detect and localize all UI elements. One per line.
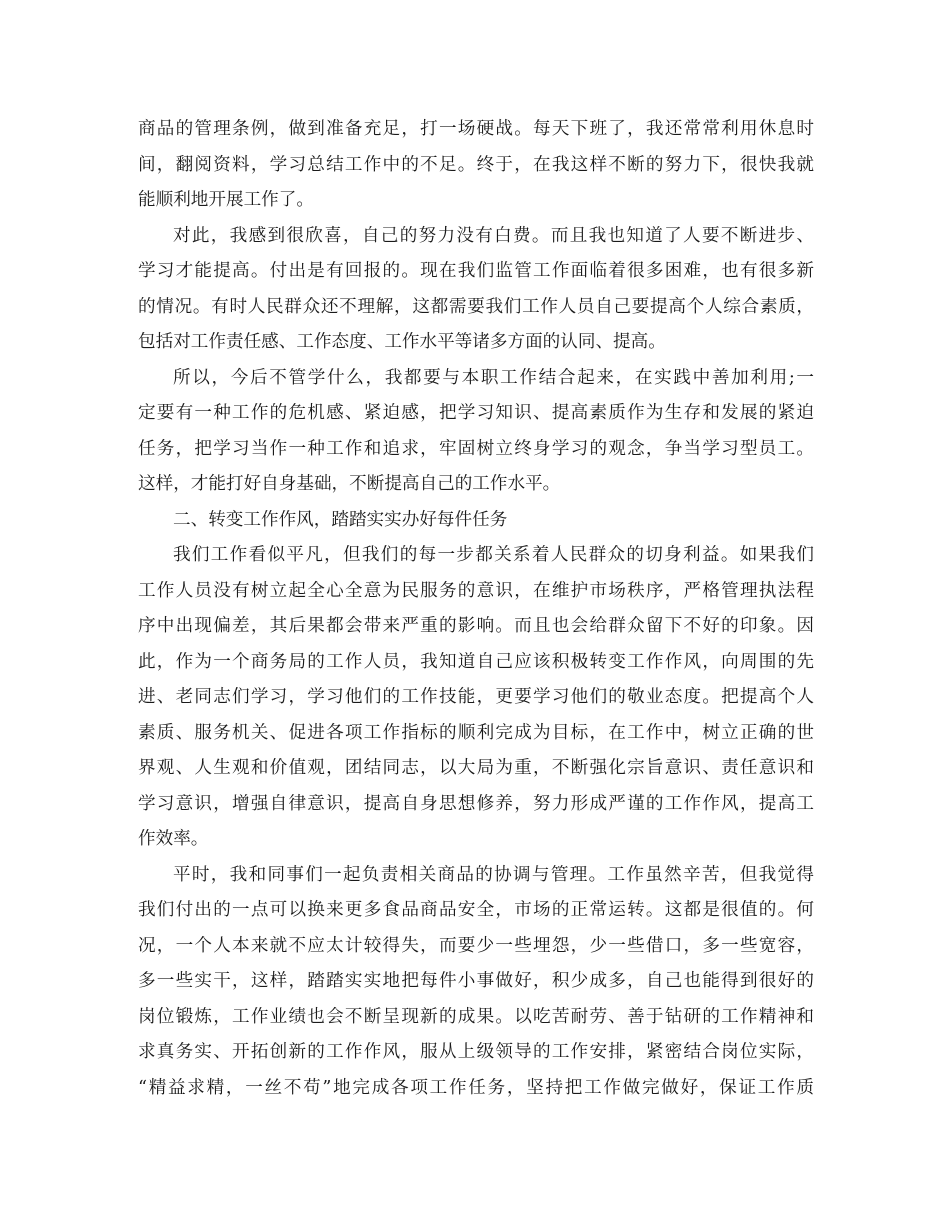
text-line: 作效率。 xyxy=(138,829,209,849)
text-line: 岗位锻炼，工作业绩也会不断呈现新的成果。以吃苦耐劳、善于钻研的工作精神和 xyxy=(138,1006,814,1027)
document-body xyxy=(138,112,814,1106)
text-line: 间，翻阅资料，学习总结工作中的不足。终于，在我这样不断的努力下，很快我就 xyxy=(138,154,814,175)
text-line: 定要有一种工作的危机感、紧迫感，把学习知识、提高素质作为生存和发展的紧迫 xyxy=(138,403,814,423)
text-line: 况，一个人本来就不应太计较得失，而要少一些埋怨，少一些借口，多一些宽容， xyxy=(138,935,814,956)
text-line: “精益求精，一丝不苟”地完成各项工作任务，坚持把工作做完做好，保证工作质 xyxy=(138,1077,814,1098)
text-line: 界观、人生观和价值观，团结同志，以大局为重，不断强化宗旨意识、责任意识和 xyxy=(138,758,814,778)
text-line: 任务，把学习当作一种工作和追求，牢固树立终身学习的观念，争当学习型员工。 xyxy=(138,438,814,459)
text-line: 工作人员没有树立起全心全意为民服务的意识，在维护市场秩序，严格管理执法程 xyxy=(138,580,814,601)
text-line: 所以，今后不管学什么，我都要与本职工作结合起来，在实践中善加利用;一 xyxy=(173,367,814,388)
text-line: 商品的管理条例，做到准备充足，打一场硬战。每天下班了，我还常常利用休息时 xyxy=(138,119,814,139)
text-line: 平时，我和同事们一起负责相关商品的协调与管理。工作虽然辛苦，但我觉得 xyxy=(173,864,814,885)
text-line: 能顺利地开展工作了。 xyxy=(138,190,314,210)
text-line: 求真务实、开拓创新的工作作风，服从上级领导的工作安排，紧密结合岗位实际， xyxy=(138,1042,814,1062)
text-line: 的情况。有时人民群众还不理解，这都需要我们工作人员自己要提高个人综合素质， xyxy=(138,296,814,317)
text-line: 这样，才能打好自身基础，不断提高自己的工作水平。 xyxy=(138,474,561,494)
text-line: 素质、服务机关、促进各项工作指标的顺利完成为目标，在工作中，树立正确的世 xyxy=(138,722,814,743)
text-line: 序中出现偏差，其后果都会带来严重的影响。而且也会给群众留下不好的印象。因 xyxy=(138,616,814,636)
text-line: 进、老同志们学习，学习他们的工作技能，更要学习他们的敬业态度。把提高个人 xyxy=(138,687,814,707)
text-line: 我们付出的一点可以换来更多食品商品安全，市场的正常运转。这都是很值的。何 xyxy=(138,900,814,920)
text-line: 二、转变工作作风，踏踏实实办好每件任务 xyxy=(173,509,508,530)
text-line: 包括对工作责任感、工作态度、工作水平等诸多方面的认同、提高。 xyxy=(138,332,666,352)
text-line: 多一些实干，这样，踏踏实实地把每件小事做好，积少成多，自己也能得到很好的 xyxy=(138,971,814,991)
text-line: 此，作为一个商务局的工作人员，我知道自己应该积极转变工作作风，向周围的先 xyxy=(138,651,814,672)
text-line: 对此，我感到很欣喜，自己的努力没有白费。而且我也知道了人要不断进步、 xyxy=(173,225,814,246)
text-line: 学习意识，增强自律意识，提高自身思想修养，努力形成严谨的工作作风，提高工 xyxy=(138,793,814,814)
text-line: 我们工作看似平凡，但我们的每一步都关系着人民群众的切身利益。如果我们 xyxy=(173,545,814,565)
text-line: 学习才能提高。付出是有回报的。现在我们监管工作面临着很多困难，也有很多新 xyxy=(138,261,814,281)
